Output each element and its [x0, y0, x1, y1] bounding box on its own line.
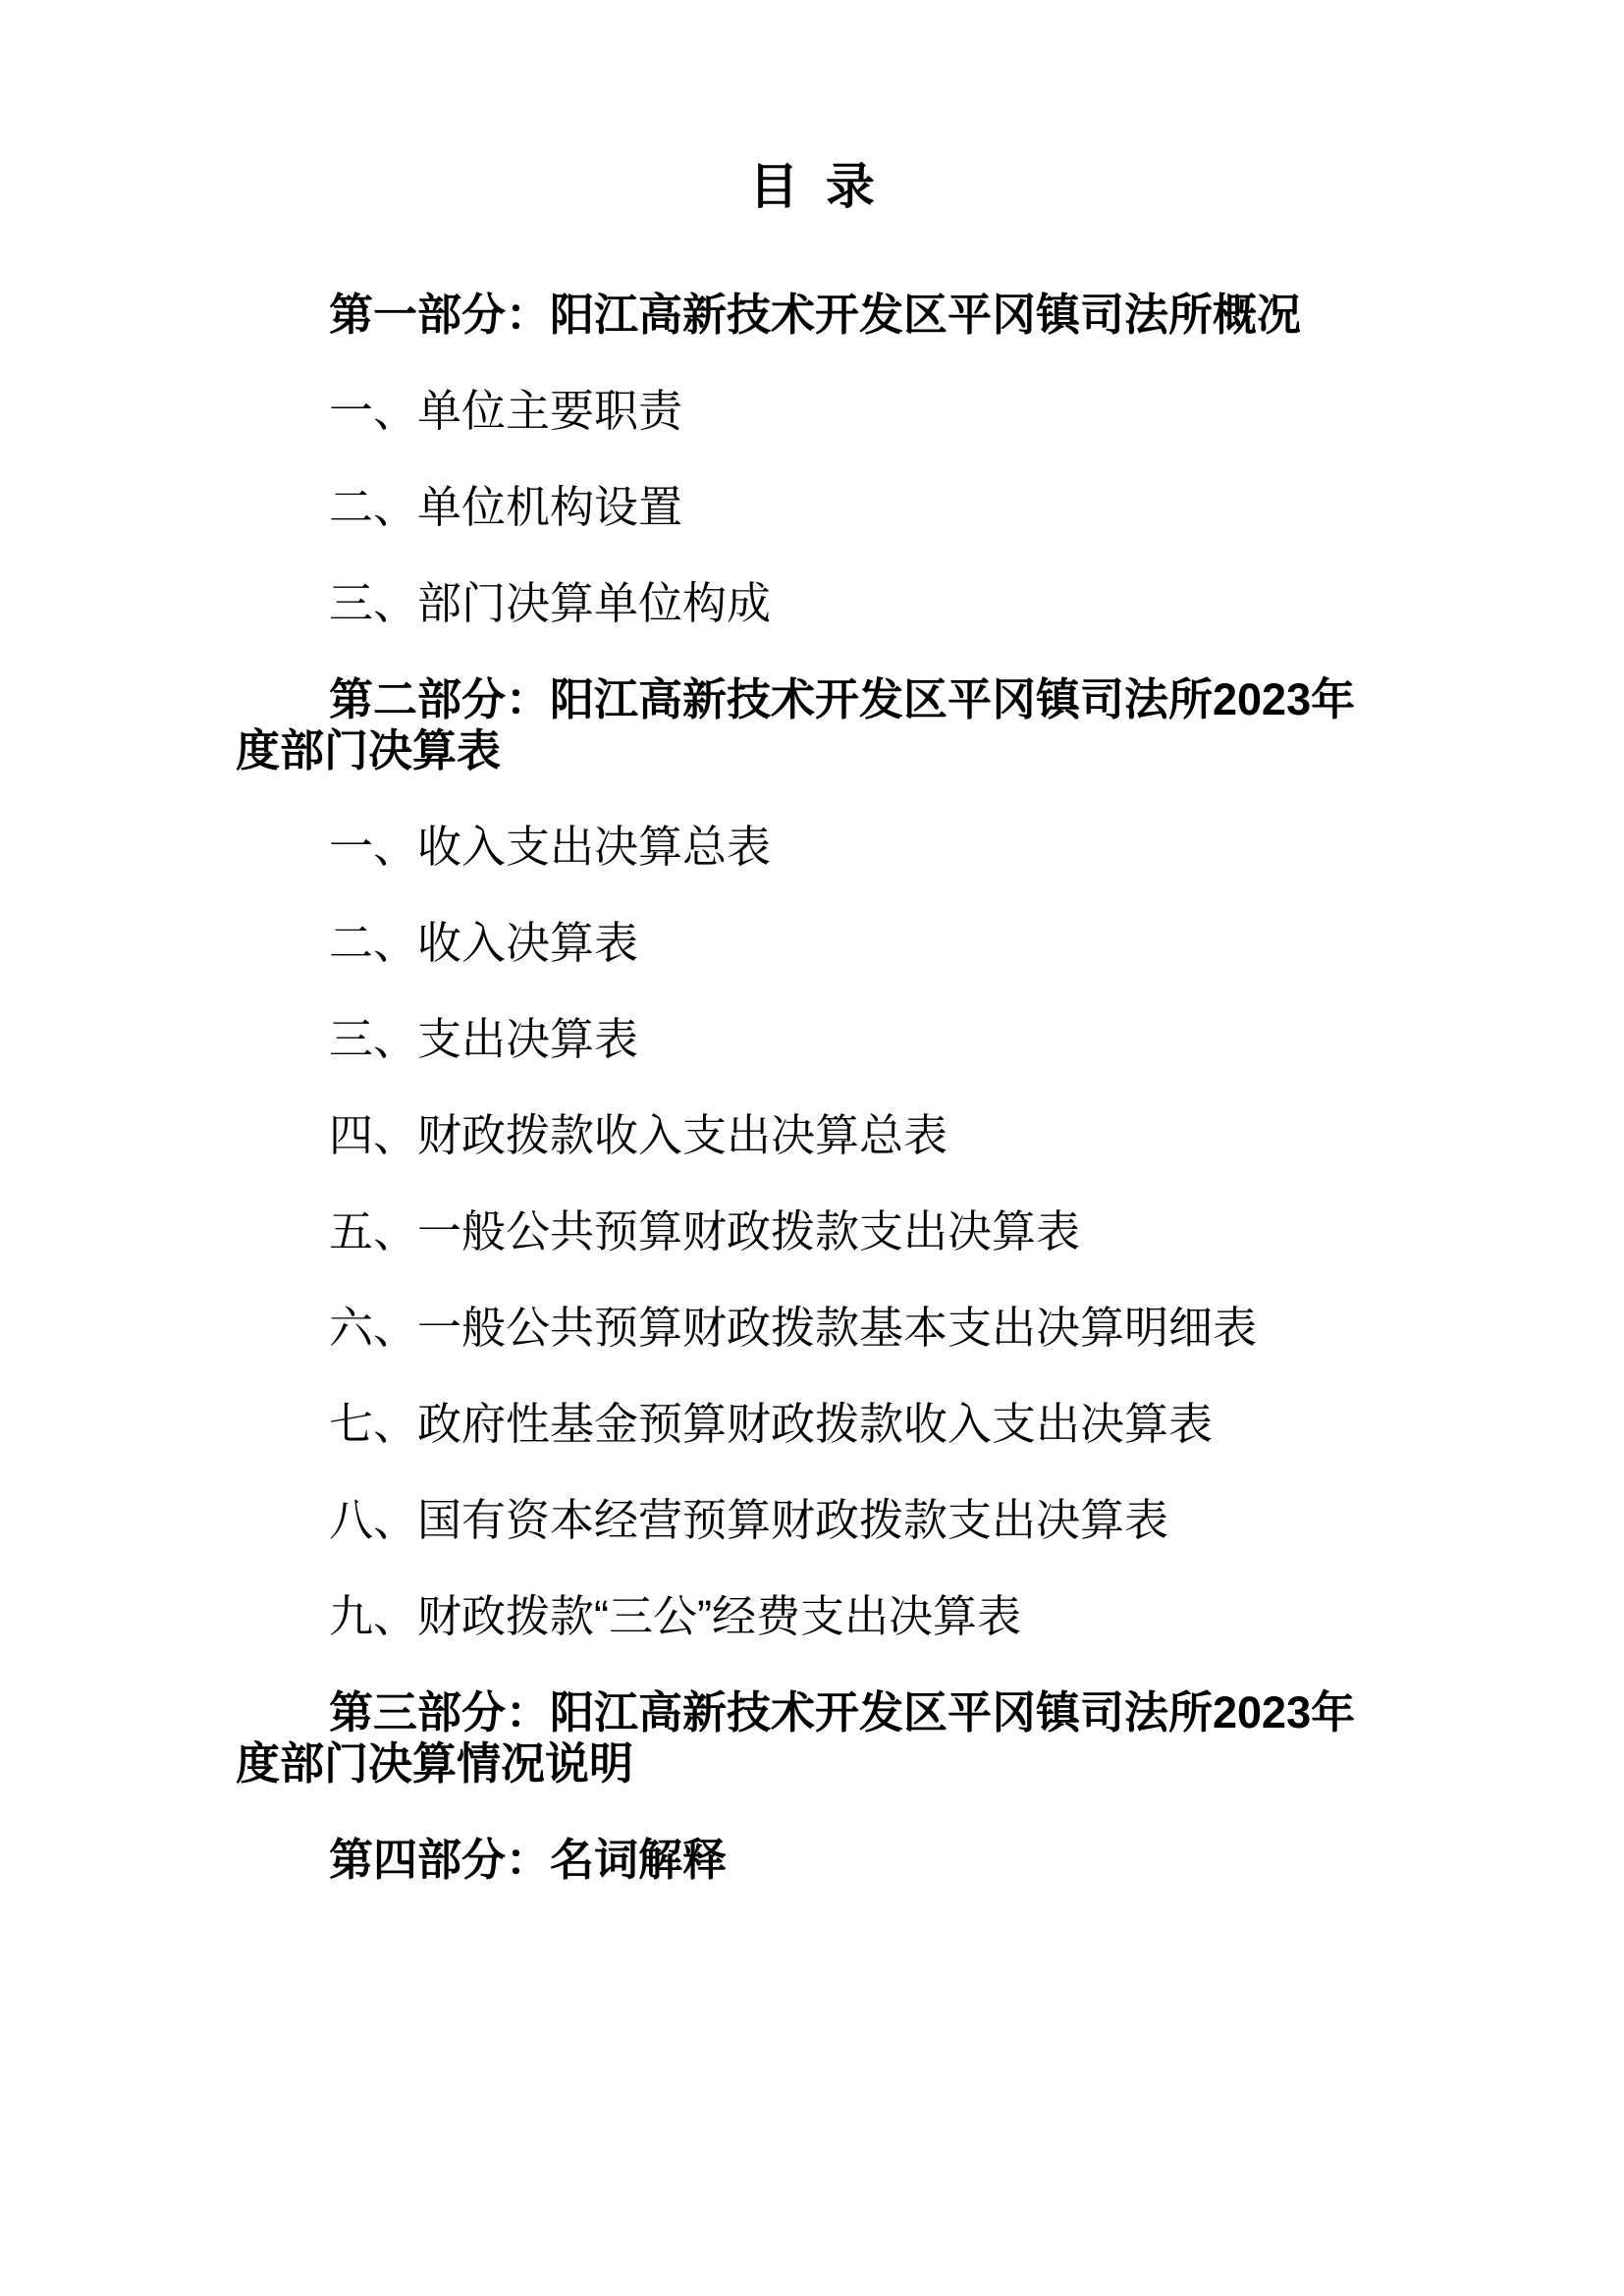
toc-heading-part3: 第三部分：阳江高新技术开发区平冈镇司法所2023年度部门决算情况说明	[236, 1687, 1356, 1789]
toc-heading-part4: 第四部分：名词解释	[329, 1835, 728, 1885]
toc-item-part1-1: 一、单位主要职责	[329, 386, 683, 436]
toc-item-part2-4: 四、财政拨款收入支出决算总表	[329, 1110, 948, 1160]
toc-item-part2-5: 五、一般公共预算财政拨款支出决算表	[329, 1206, 1081, 1256]
toc-item-part2-2: 二、收入决算表	[329, 918, 639, 968]
toc-item-part2-6: 六、一般公共预算财政拨款基本支出决算明细表	[329, 1303, 1258, 1353]
toc-item-part1-3: 三、部门决算单位构成	[329, 578, 772, 628]
toc-item-part1-2: 二、单位机构设置	[329, 482, 683, 532]
toc-item-part2-9: 九、财政拨款“三公”经费支出决算表	[329, 1591, 1021, 1641]
toc-item-part2-1: 一、收入支出决算总表	[329, 822, 772, 872]
toc-heading-part1: 第一部分：阳江高新技术开发区平冈镇司法所概况	[329, 290, 1302, 340]
toc-title: 目 录	[749, 159, 875, 214]
toc-item-part2-8: 八、国有资本经营预算财政拨款支出决算表	[329, 1495, 1169, 1545]
toc-heading-part2: 第二部分：阳江高新技术开发区平冈镇司法所2023年度部门决算表	[236, 674, 1356, 775]
toc-item-part2-3: 三、支出决算表	[329, 1014, 639, 1064]
toc-item-part2-7: 七、政府性基金预算财政拨款收入支出决算表	[329, 1399, 1214, 1449]
